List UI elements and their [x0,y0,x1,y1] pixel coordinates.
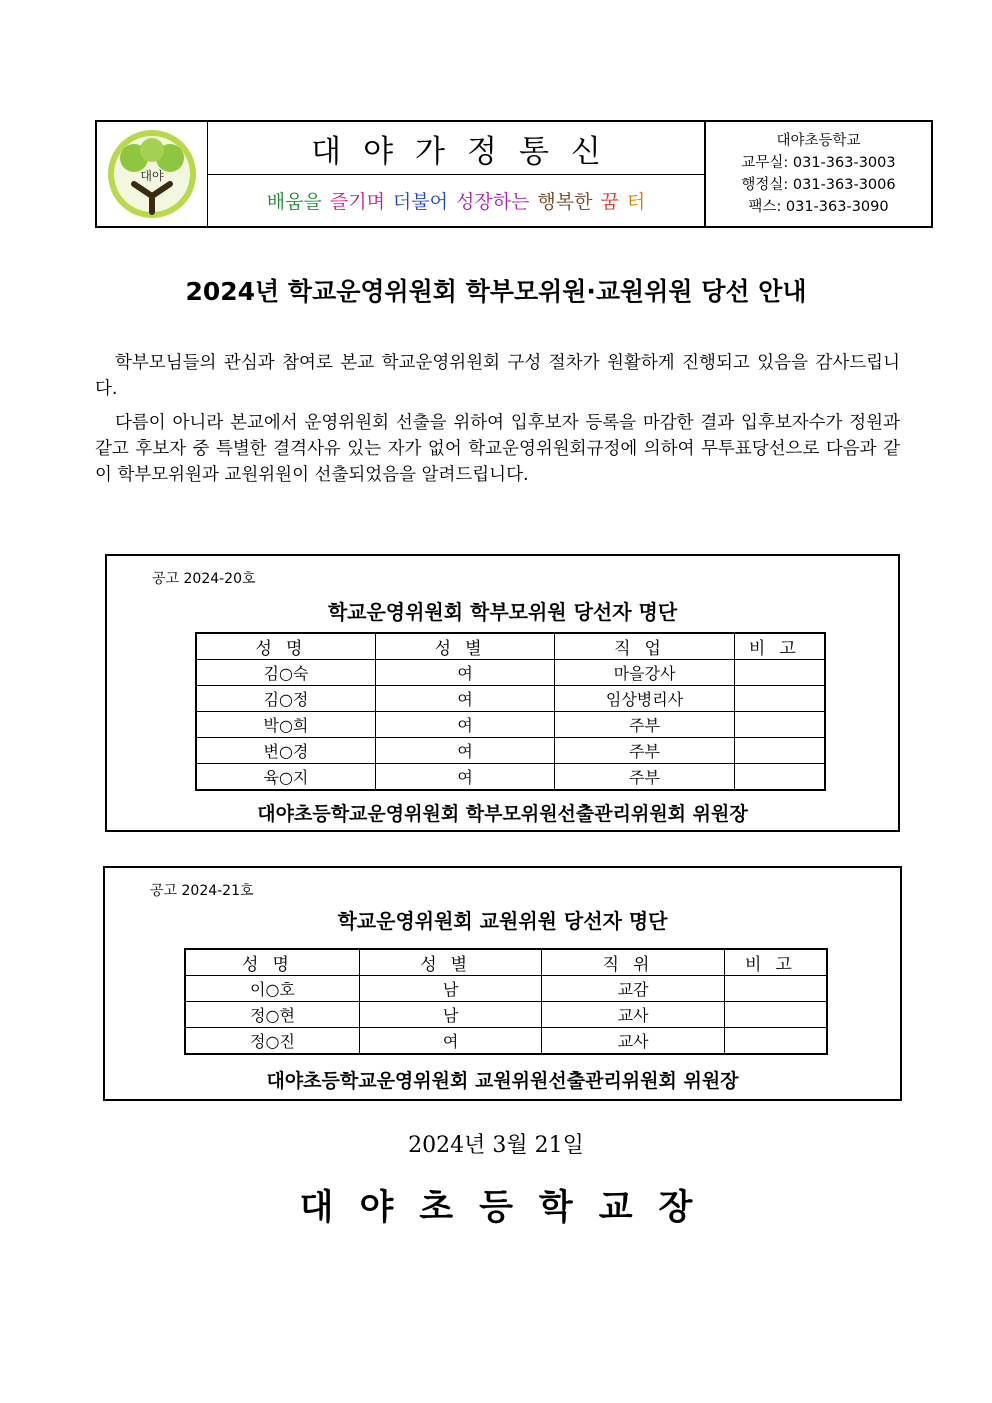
cell-gender: 여 [375,660,554,686]
cell-job: 임상병리사 [555,686,734,712]
principal-signature: 대야초등학교장 [299,1188,719,1228]
motto-word: 터 [626,191,646,213]
col-note: 비고 [734,633,825,660]
cell-gender: 여 [359,1028,541,1055]
teacher-members-table [184,948,828,1055]
school-name: 대야초등학교 [776,133,861,149]
cell-name: 육○지 [196,764,375,791]
cell-note [734,738,825,764]
teacher-committee-footer: 대야초등학교운영위원회 교원위원선출관리위원회 위원장 [266,1070,739,1092]
cell-job: 주부 [555,712,734,738]
cell-name: 박○희 [196,712,375,738]
cell-name: 김○정 [196,686,375,712]
cell-name: 이○호 [185,976,359,1002]
cell-gender: 여 [375,712,554,738]
parent-members-table [195,632,826,791]
col-name: 성명 [196,633,375,660]
office-phone: 교무실: 031-363-3003 [741,155,896,171]
parent-members-box [105,554,900,832]
paragraph-2: 다름이 아니라 본교에서 운영위원회 선출을 위하여 입후보자 등록을 마감한 결과 입후보자수가 정원과 같고 후보자 중 특별한 결격사유 있는 자가 없어 학교운영위원회규정에 의하여 무투표당선으로 다음과 같이 학부모위원과 교원위원이 선출되었음을 알려드립니다. [95,413,900,485]
cell-name: 정○진 [185,1028,359,1055]
tree-logo-icon [104,126,200,222]
table-row [185,1028,827,1055]
cell-note [734,712,825,738]
cell-name: 김○숙 [196,660,375,686]
cell-gender: 남 [359,976,541,1002]
cell-gender: 여 [375,764,554,791]
motto-word: 꿈 [600,191,619,213]
newsletter-title: 대야가정통신 [208,122,704,175]
cell-name: 정○현 [185,1002,359,1028]
paragraph-1: 학부모님들의 관심과 참여로 본교 학교운영위원회 구성 절차가 원활하게 진행되고 있음을 감사드립니다. [95,353,900,399]
cell-position: 교사 [542,1002,724,1028]
table-row [196,764,825,791]
teacher-members-box [103,866,902,1101]
motto-word: 성장하는 [455,191,530,213]
cell-job: 마을강사 [555,660,734,686]
motto-word: 배움을 [266,191,322,213]
motto-word: 더불어 [392,191,448,213]
col-note: 비고 [724,949,827,976]
cell-job: 주부 [555,738,734,764]
cell-gender: 여 [375,738,554,764]
col-job: 직업 [555,633,734,660]
table-row [196,660,825,686]
cell-note [734,660,825,686]
cell-note [724,976,827,1002]
parent-table-title: 학교운영위원회 학부모위원 당선자 명단 [327,600,678,624]
col-gender: 성별 [375,633,554,660]
cell-gender: 남 [359,1002,541,1028]
cell-note [734,764,825,791]
table-row [185,976,827,1002]
motto-word: 행복한 [537,191,593,213]
document-title: 2024년 학교운영위원회 학부모위원·교원위원 당선 안내 [185,277,807,306]
table-header-row [185,949,827,976]
cell-position: 교감 [542,976,724,1002]
cell-job: 주부 [555,764,734,791]
col-position: 직위 [542,949,724,976]
admin-phone: 행정실: 031-363-3006 [741,177,896,193]
col-name: 성명 [185,949,359,976]
notice-number: 공고 2024-20호 [152,571,256,587]
table-header-row [196,633,825,660]
cell-position: 교사 [542,1028,724,1055]
table-row [196,738,825,764]
school-motto [208,175,704,226]
motto-word: 즐기며 [329,191,385,213]
cell-note [724,1028,827,1055]
cell-gender: 여 [375,686,554,712]
table-row [185,1002,827,1028]
newsletter-header [95,120,933,228]
cell-note [724,1002,827,1028]
table-row [196,686,825,712]
svg-text:대야: 대야 [140,169,164,183]
fax-number: 팩스: 031-363-3090 [748,199,889,215]
contact-info [706,122,931,226]
school-logo [97,122,208,226]
parent-committee-footer: 대야초등학교운영위원회 학부모위원선출관리위원회 위원장 [257,803,748,825]
notice-number: 공고 2024-21호 [150,883,254,899]
cell-note [734,686,825,712]
col-gender: 성별 [359,949,541,976]
teacher-table-title: 학교운영위원회 교원위원 당선자 명단 [337,909,668,933]
cell-name: 변○경 [196,738,375,764]
table-row [196,712,825,738]
issue-date: 2024년 3월 21일 [408,1133,584,1158]
